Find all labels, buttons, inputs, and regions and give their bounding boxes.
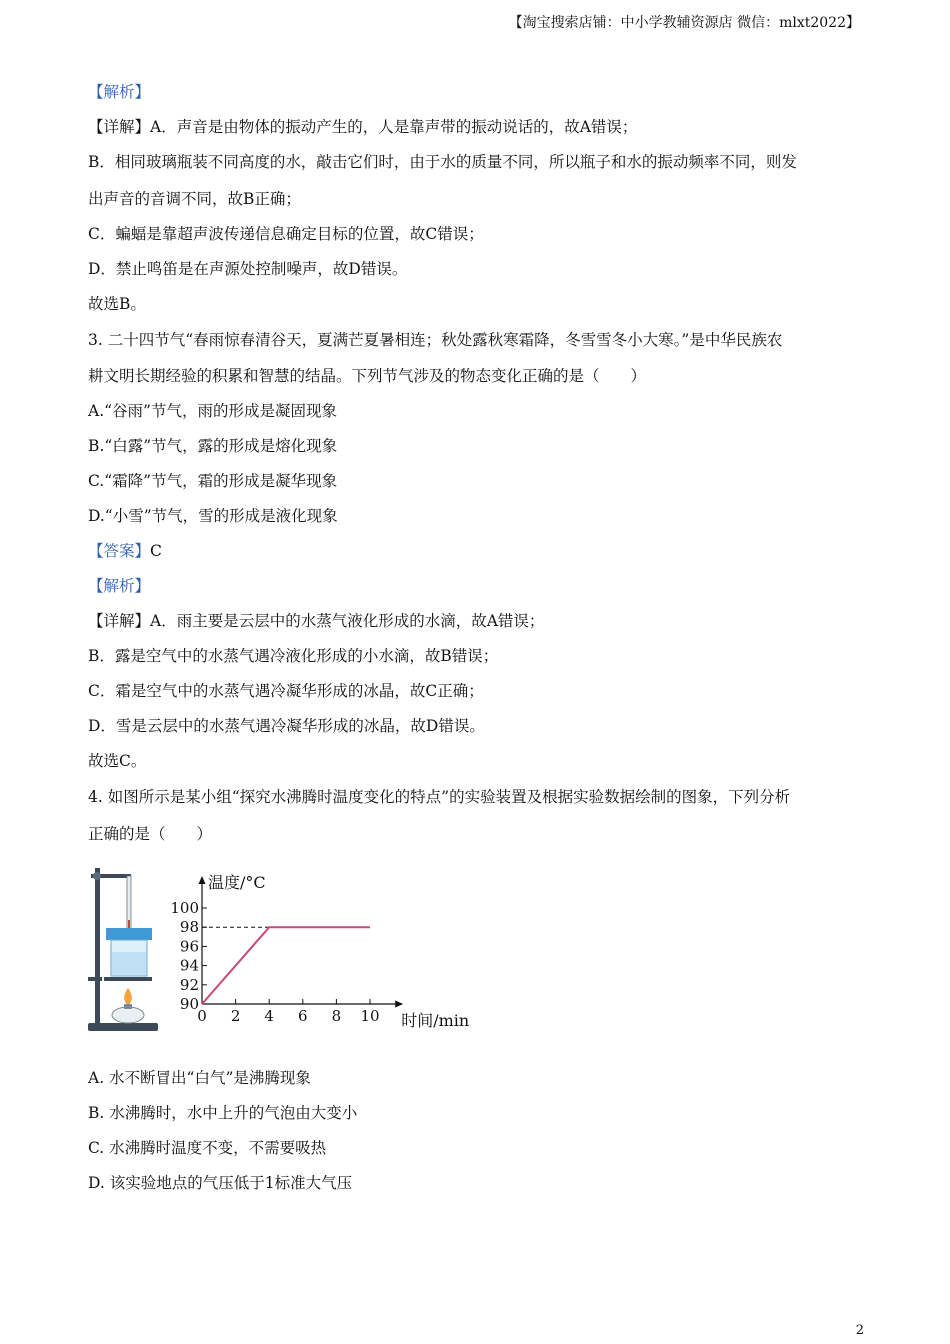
experiment-apparatus-illustration bbox=[86, 860, 166, 1035]
text-line: 出声音的音调不同，故B正确； bbox=[88, 190, 301, 208]
y-axis-label: 温度/°C bbox=[208, 873, 266, 892]
x-tick-label: 10 bbox=[360, 1007, 380, 1025]
page-header: 【淘宝搜索店铺：中小学教辅资源店 微信：mlxt2022】 bbox=[508, 15, 860, 31]
flame bbox=[124, 988, 132, 1006]
text-line: 【解析】 bbox=[88, 83, 151, 101]
text-line: B．露是空气中的水蒸气遇冷液化形成的小水滴，故B错误； bbox=[88, 647, 499, 665]
text-line: 故选C。 bbox=[88, 752, 147, 770]
text-line: 4. 如图所示是某小组“探究水沸腾时温度变化的特点”的实验装置及根据实验数据绘制的图象，下列分析 bbox=[88, 788, 791, 806]
text-line bbox=[88, 541, 162, 561]
text-line: B．相同玻璃瓶装不同高度的水，敲击它们时，由于水的质量不同，所以瓶子和水的振动频率不同，则发 bbox=[88, 153, 797, 171]
text-line: D. 该实验地点的气压低于1标准大气压 bbox=[88, 1174, 353, 1192]
lamp-wick-holder bbox=[124, 1004, 132, 1009]
text-line: D.“小雪”节气，雪的形成是液化现象 bbox=[88, 507, 338, 525]
y-tick-label: 100 bbox=[170, 899, 199, 917]
beaker-lid bbox=[106, 928, 152, 940]
wire-gauze bbox=[104, 977, 152, 981]
temperature-line bbox=[202, 927, 370, 1004]
text-line: A. 水不断冒出“白气”是沸腾现象 bbox=[88, 1069, 311, 1087]
text-line: 3. 二十四节气“春雨惊春清谷天，夏满芒夏暑相连；秋处露秋寒霜降，冬雪雪冬小大寒。”是中华民族农 bbox=[88, 331, 783, 349]
text-line: B. 水沸腾时，水中上升的气泡由大变小 bbox=[88, 1104, 358, 1122]
answer-label: 【答案】 bbox=[88, 542, 151, 560]
x-axis-arrow bbox=[395, 1001, 403, 1008]
text-line: 【详解】A．声音是由物体的振动产生的，人是靠声带的振动说话的，故A错误； bbox=[88, 118, 638, 136]
ring-clamp bbox=[88, 977, 102, 981]
text-line: B.“白露”节气，露的形成是熔化现象 bbox=[88, 437, 338, 455]
x-tick-label: 0 bbox=[197, 1007, 207, 1025]
text-line: 【解析】 bbox=[88, 577, 151, 595]
alcohol-lamp bbox=[112, 1007, 144, 1023]
text-line: A.“谷雨”节气，雨的形成是凝固现象 bbox=[88, 402, 337, 420]
x-axis-label: 时间/min bbox=[401, 1011, 470, 1030]
answer-value: C bbox=[150, 542, 162, 560]
text-line: 正确的是（ ） bbox=[88, 825, 213, 843]
x-tick-label: 2 bbox=[230, 1007, 241, 1025]
text-line: C．蝙蝠是靠超声波传递信息确定目标的位置，故C错误； bbox=[88, 225, 484, 243]
text-line: C．霜是空气中的水蒸气遇冷凝华形成的冰晶，故C正确； bbox=[88, 682, 484, 700]
stand-base bbox=[88, 1023, 158, 1031]
text-line: 耕文明长期经验的积累和智慧的结晶。下列节气涉及的物态变化正确的是（ ） bbox=[88, 367, 647, 385]
page-number: 2 bbox=[855, 1323, 864, 1338]
y-axis-arrow bbox=[199, 876, 206, 884]
beaker-water bbox=[112, 952, 146, 975]
text-line: D．禁止鸣笛是在声源处控制噪声，故D错误。 bbox=[88, 260, 408, 278]
stand-rod bbox=[95, 868, 100, 1024]
y-tick-label: 98 bbox=[179, 918, 199, 937]
y-tick-label: 96 bbox=[179, 937, 199, 956]
text-line: D．雪是云层中的水蒸气遇冷凝华形成的冰晶，故D错误。 bbox=[88, 717, 485, 735]
text-line: C. 水沸腾时温度不变，不需要吸热 bbox=[88, 1139, 327, 1157]
x-tick-label: 8 bbox=[331, 1007, 342, 1025]
x-tick-label: 4 bbox=[264, 1007, 274, 1025]
y-tick-label: 94 bbox=[179, 956, 199, 975]
text-line: C.“霜降”节气，霜的形成是凝华现象 bbox=[88, 472, 338, 490]
y-tick-label: 92 bbox=[179, 975, 199, 994]
text-line: 【详解】A．雨主要是云层中的水蒸气液化形成的水滴，故A错误； bbox=[88, 612, 545, 630]
temperature-time-chart bbox=[160, 852, 470, 1037]
y-tick-label: 90 bbox=[179, 995, 199, 1013]
text-line: 故选B。 bbox=[88, 295, 146, 313]
clamp-knob bbox=[93, 872, 101, 880]
x-tick-label: 6 bbox=[298, 1007, 308, 1025]
